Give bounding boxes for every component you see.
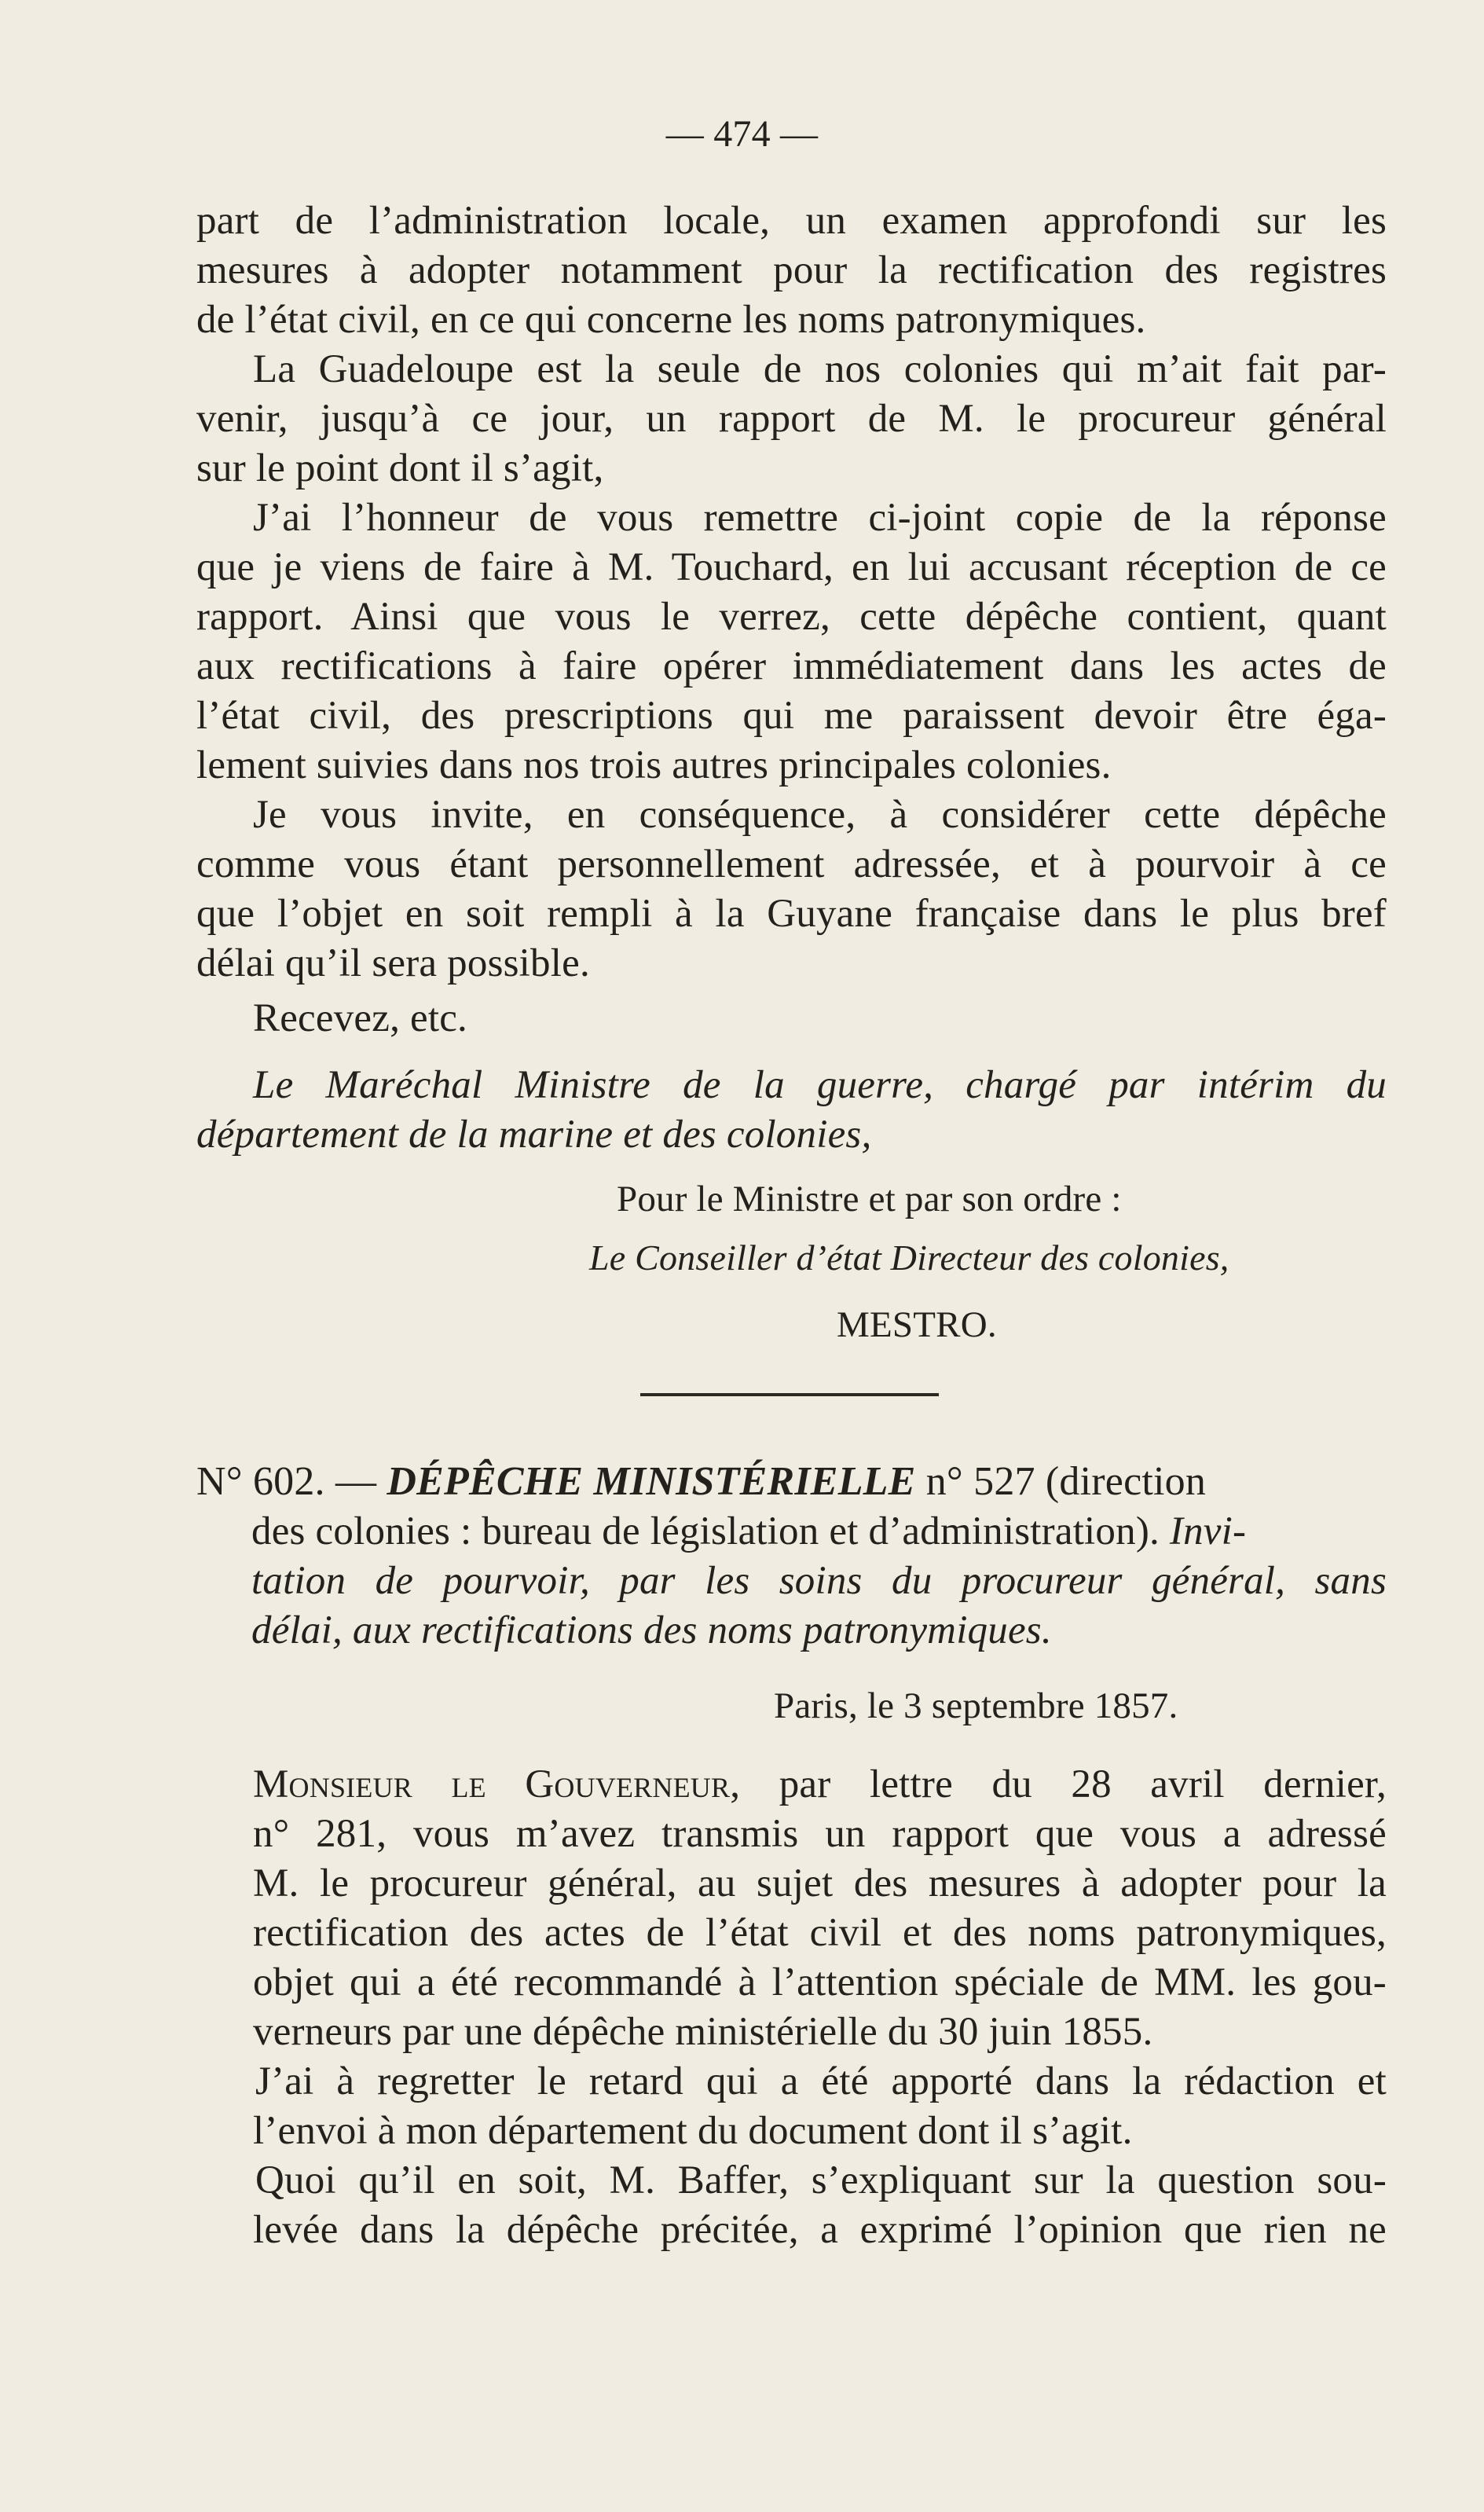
text-line: aux rectifications à faire opérer immédiatement dans les actes de (196, 644, 1387, 688)
text-line: l’envoi à mon département du document dont il s’agit. (253, 2109, 1133, 2153)
text-line: Je vous invite, en conséquence, à considérer cette dépêche (253, 793, 1387, 837)
text-line: lement suivies dans nos trois autres principales colonies. (196, 743, 1112, 787)
signature-title: Le Maréchal Ministre de la guerre, chargé par intérim du (253, 1063, 1387, 1107)
text-line: objet qui a été recommandé à l’attention spéciale de MM. les gou- (253, 1960, 1387, 2004)
text-span: par lettre du 28 avril dernier, (779, 1762, 1387, 1806)
text-line: levée dans la dépêche précitée, a exprimé l’opinion que rien ne (253, 2208, 1387, 2252)
text-line: l’état civil, des prescriptions qui me paraissent devoir être éga- (196, 694, 1387, 738)
text-line: mesures à adopter notamment pour la rectification des registres (196, 248, 1387, 292)
text-line: rapport. Ainsi que vous le verrez, cette dépêche contient, quant (196, 595, 1387, 639)
signature-name: MESTRO. (837, 1304, 997, 1345)
text-line: part de l’administration locale, un examen approfondi sur les (196, 199, 1387, 243)
text-line: que je viens de faire à M. Touchard, en lui accusant réception de ce (196, 545, 1387, 589)
text-line: J’ai l’honneur de vous remettre ci-joint copie de la réponse (253, 496, 1387, 540)
text-line: rectification des actes de l’état civil et des noms patronymiques, (253, 1911, 1387, 1955)
signature-title: département de la marine et des colonies, (196, 1113, 872, 1157)
text-line: J’ai à regretter le retard qui a été apporté dans la rédaction et (255, 2059, 1387, 2103)
dispatch-number: N° 602. — (196, 1459, 377, 1504)
dispatch-summary: tation de pourvoir, par les soins du procureur général, sans (251, 1559, 1387, 1603)
signature-for-minister: Pour le Ministre et par son ordre : (617, 1179, 1122, 1219)
text-line: n° 281, vous m’avez transmis un rapport que vous a adressé (253, 1812, 1387, 1856)
closing-formula: Recevez, etc. (253, 996, 467, 1040)
page-number: — 474 — (665, 113, 819, 155)
text-line: que l’objet en soit rempli à la Guyane française dans le plus bref (196, 892, 1387, 936)
text-line: de l’état civil, en ce qui concerne les noms patronymiques. (196, 298, 1146, 342)
salutation: Monsieur le Gouverneur, (253, 1762, 741, 1806)
text-line: verneurs par une dépêche ministérielle du 30 juin 1855. (253, 2010, 1153, 2054)
text-line: La Guadeloupe est la seule de nos colonies qui m’ait fait par- (253, 347, 1387, 391)
section-divider (640, 1393, 939, 1396)
text-line: sur le point dont il s’agit, (196, 446, 604, 490)
text-line: délai qu’il sera possible. (196, 941, 590, 985)
text-line: venir, jusqu’à ce jour, un rapport de M. le procureur général (196, 397, 1387, 441)
text-line (253, 1760, 1387, 1809)
text-line: Quoi qu’il en soit, M. Baffer, s’expliquant sur la question sou- (255, 2158, 1387, 2202)
dispatch-summary: délai, aux rectifications des noms patronymiques. (251, 1608, 1052, 1652)
dispatch-ref: n° 527 (direction (925, 1459, 1207, 1504)
dispatch-summary-italic: Invi- (1169, 1509, 1247, 1553)
dispatch-summary-text: des colonies : bureau de législation et d’administration). (251, 1509, 1160, 1553)
dispatch-dateline: Paris, le 3 septembre 1857. (774, 1685, 1178, 1726)
signature-director: Le Conseiller d’état Directeur des colonies, (589, 1238, 1229, 1278)
text-line: comme vous étant personnellement adressée, et à pourvoir à ce (196, 842, 1387, 886)
dispatch-heading (196, 1458, 1387, 1506)
dispatch-title: DÉPÊCHE MINISTÉRIELLE (387, 1459, 916, 1504)
dispatch-summary (251, 1507, 1387, 1556)
text-line: M. le procureur général, au sujet des mesures à adopter pour la (253, 1861, 1387, 1905)
